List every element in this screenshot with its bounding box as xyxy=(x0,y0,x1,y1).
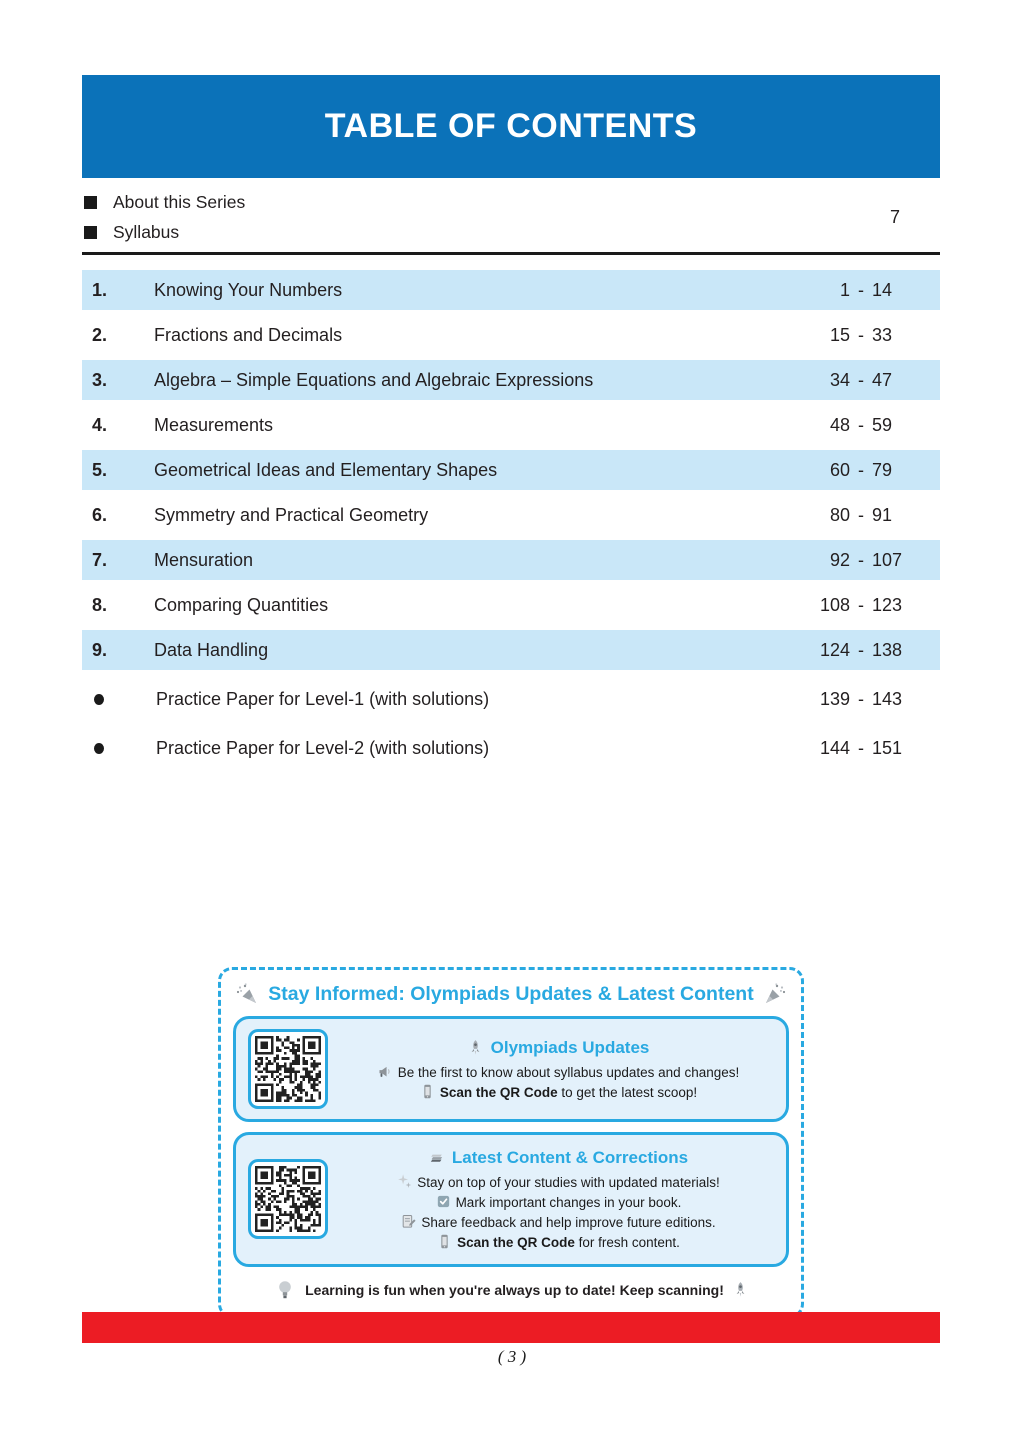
card-heading: Latest Content & Corrections xyxy=(342,1145,774,1171)
bottom-red-bar xyxy=(82,1312,940,1343)
chapter-number: 5. xyxy=(92,459,108,480)
olympiads-updates-text xyxy=(342,1035,774,1103)
card-line: Share feedback and help improve future editions. xyxy=(342,1213,774,1233)
toc-row xyxy=(82,630,940,670)
divider-line xyxy=(82,252,940,255)
latest-content-card xyxy=(233,1132,789,1267)
toc-row xyxy=(82,540,940,580)
toc-row xyxy=(82,405,940,445)
toc-list xyxy=(82,270,940,768)
party-popper-icon xyxy=(235,982,259,1006)
front-matter-item xyxy=(84,217,245,247)
stay-informed-box xyxy=(218,967,804,1318)
chapter-page-range: 48 - 59 xyxy=(829,414,893,435)
card-line: Scan the QR Code for fresh content. xyxy=(342,1233,774,1253)
chapter-number: 7. xyxy=(92,549,108,570)
practice-paper-page-range: 139 - 143 xyxy=(819,688,903,709)
rocket-icon xyxy=(732,1281,749,1298)
party-popper-icon xyxy=(763,982,787,1006)
page-title: TABLE OF CONTENTS xyxy=(324,107,698,145)
chapter-number: 9. xyxy=(92,639,108,660)
front-matter-item xyxy=(84,187,245,217)
toc-row xyxy=(82,450,940,490)
toc-row xyxy=(82,315,940,355)
page-content xyxy=(82,75,940,1318)
chapter-number: 3. xyxy=(92,369,108,390)
books-icon xyxy=(428,1149,445,1166)
chapter-title: Fractions and Decimals xyxy=(154,324,343,345)
front-matter-label: About this Series xyxy=(113,191,246,212)
phone-icon xyxy=(436,1233,453,1250)
megaphone-icon xyxy=(377,1063,394,1080)
memo-icon xyxy=(400,1213,417,1230)
chapter-title: Algebra – Simple Equations and Algebraic Expressions xyxy=(154,369,594,390)
stay-informed-title: Stay Informed: Olympiads Updates & Latest Content xyxy=(268,982,754,1005)
front-matter xyxy=(82,178,940,252)
card-line: Scan the QR Code to get the latest scoop! xyxy=(342,1083,774,1103)
lightbulb-icon xyxy=(273,1278,297,1302)
phone-icon xyxy=(419,1083,436,1100)
chapter-number: 8. xyxy=(92,594,108,615)
square-bullet-icon xyxy=(84,196,97,209)
chapter-title: Comparing Quantities xyxy=(154,594,329,615)
chapter-page-range: 124 - 138 xyxy=(819,639,903,660)
round-bullet-icon xyxy=(82,694,156,705)
qr-code xyxy=(248,1029,328,1109)
sparkles-icon xyxy=(396,1173,413,1190)
chapter-title: Symmetry and Practical Geometry xyxy=(154,504,429,525)
front-matter-label: Syllabus xyxy=(113,221,180,242)
rocket-icon xyxy=(467,1039,484,1056)
practice-paper-page-range: 144 - 151 xyxy=(819,737,903,758)
chapter-title: Geometrical Ideas and Elementary Shapes xyxy=(154,459,498,480)
chapter-title: Data Handling xyxy=(154,639,269,660)
chapter-page-range: 108 - 123 xyxy=(819,594,903,615)
toc-row xyxy=(82,270,940,310)
olympiads-updates-card xyxy=(233,1016,789,1122)
chapter-page-range: 80 - 91 xyxy=(829,504,893,525)
chapter-page-range: 34 - 47 xyxy=(829,369,893,390)
toc-row xyxy=(82,495,940,535)
square-bullet-icon xyxy=(84,226,97,239)
checkbox-icon xyxy=(435,1193,452,1210)
chapter-number: 2. xyxy=(92,324,108,345)
toc-row xyxy=(82,585,940,625)
front-matter-page-ref: 7 xyxy=(889,206,900,227)
latest-content-text xyxy=(342,1145,774,1254)
chapter-number: 1. xyxy=(92,279,108,300)
card-line: Be the first to know about syllabus updates and changes! xyxy=(342,1063,774,1083)
card-line: Stay on top of your studies with updated materials! xyxy=(342,1173,774,1193)
chapter-title: Knowing Your Numbers xyxy=(154,279,343,300)
chapter-page-range: 15 - 33 xyxy=(829,324,893,345)
front-matter-items xyxy=(84,187,245,247)
chapter-page-range: 60 - 79 xyxy=(829,459,893,480)
page-number: ( 3 ) xyxy=(497,1347,527,1366)
chapter-page-range: 1 - 14 xyxy=(839,279,893,300)
chapter-number: 4. xyxy=(92,414,108,435)
qr-code xyxy=(248,1159,328,1239)
practice-paper-title: Practice Paper for Level-1 (with solutions) xyxy=(156,688,490,709)
chapter-title: Mensuration xyxy=(154,549,254,570)
practice-paper-title: Practice Paper for Level-2 (with solutions) xyxy=(156,737,490,758)
toc-row-practice-paper xyxy=(82,679,940,719)
stay-informed-title-row xyxy=(235,982,787,1006)
card-line: Mark important changes in your book. xyxy=(342,1193,774,1213)
header-bar xyxy=(82,75,940,178)
chapter-title: Measurements xyxy=(154,414,274,435)
round-bullet-icon xyxy=(82,743,156,754)
chapter-page-range: 92 - 107 xyxy=(829,549,903,570)
toc-row xyxy=(82,360,940,400)
chapter-number: 6. xyxy=(92,504,108,525)
card-heading: Olympiads Updates xyxy=(342,1035,774,1061)
toc-row-practice-paper xyxy=(82,728,940,768)
stay-informed-footer: Learning is fun when you're always up to date! Keep scanning! xyxy=(233,1278,789,1302)
